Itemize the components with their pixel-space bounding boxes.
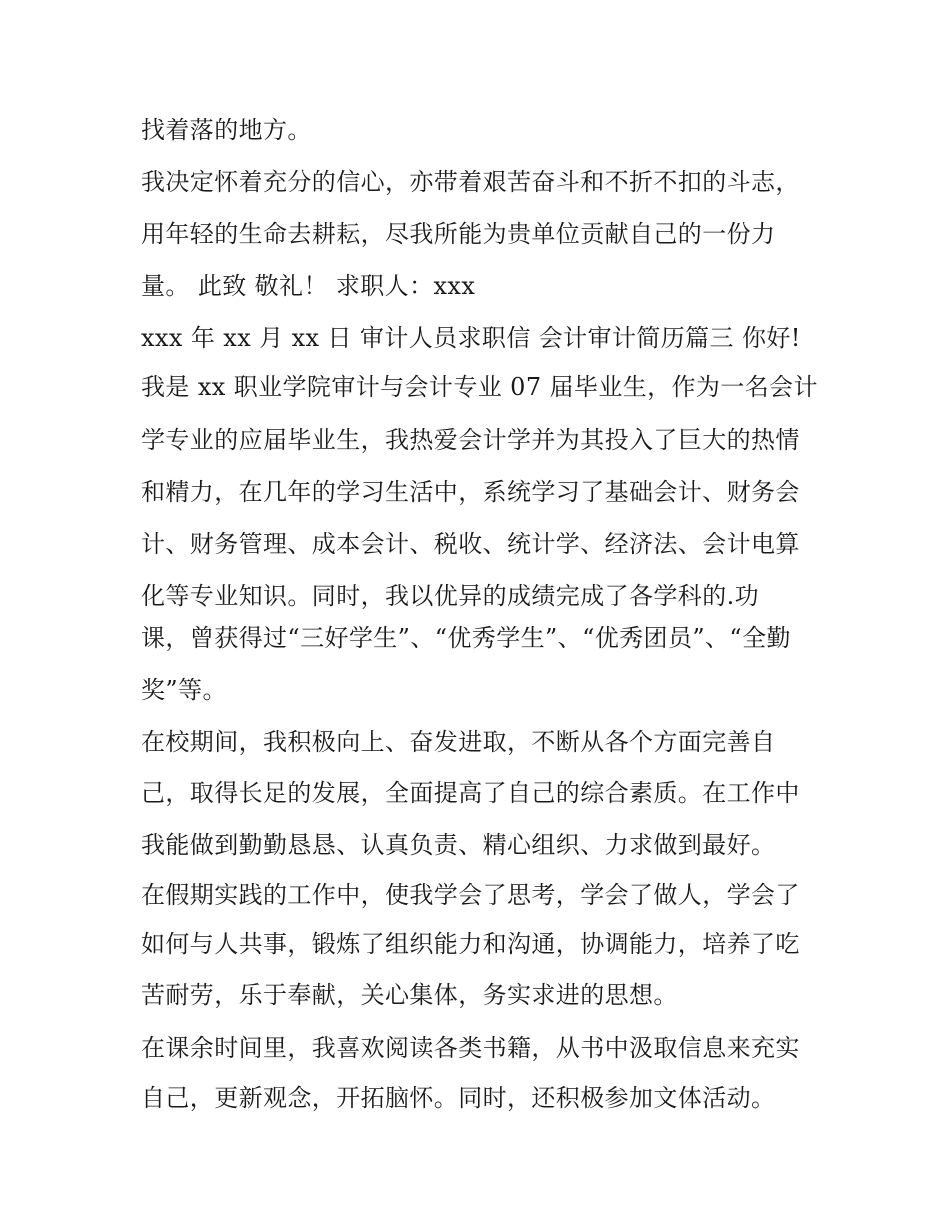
text-line: 在课余时间里，我喜欢阅读各类书籍，从书中汲取信息来充实	[141, 1034, 800, 1062]
text-line: 量。 此致 敬礼！ 求职人：xxx	[141, 272, 476, 300]
text-line: 奖”等。	[141, 676, 227, 704]
text-line: 我是 xx 职业学院审计与会计专业 07 届毕业生，作为一名会计	[141, 373, 818, 401]
text-line: 如何与人共事，锻炼了组织能力和沟通，协调能力，培养了吃	[141, 930, 800, 958]
text-line: 自己，更新观念，开拓脑怀。同时，还积极参加文体活动。	[141, 1084, 776, 1112]
text-line: 我能做到勤勤恳恳、认真负责、精心组织、力求做到最好。	[141, 831, 776, 859]
text-line: 和精力，在几年的学习生活中，系统学习了基础会计、财务会	[141, 478, 800, 506]
text-line: xxx 年 xx 月 xx 日 审计人员求职信 会计审计简历篇三 你好!	[141, 324, 801, 352]
text-line: 苦耐劳，乐于奉献，关心集体，务实求进的思想。	[141, 981, 678, 1009]
text-line: 找着落的地方。	[141, 116, 312, 144]
text-line: 己，取得长足的发展，全面提高了自己的综合素质。在工作中	[141, 779, 800, 807]
text-line: 在校期间，我积极向上、奋发进取，不断从各个方面完善自	[141, 728, 776, 756]
text-line: 我决定怀着充分的信心，亦带着艰苦奋斗和不折不扣的斗志，	[141, 168, 800, 196]
text-line: 计、财务管理、成本会计、税收、统计学、经济法、会计电算	[141, 530, 800, 558]
text-line: 用年轻的生命去耕耘，尽我所能为贵单位贡献自己的一份力	[141, 220, 776, 248]
text-line: 课，曾获得过“三好学生”、“优秀学生”、“优秀团员”、“全勤	[141, 624, 791, 652]
text-line: 在假期实践的工作中，使我学会了思考，学会了做人，学会了	[141, 881, 800, 909]
text-line: 学专业的应届毕业生，我热爱会计学并为其投入了巨大的热情	[141, 426, 800, 454]
text-line: 化等专业知识。同时，我以优异的成绩完成了各学科的.功	[141, 582, 760, 610]
